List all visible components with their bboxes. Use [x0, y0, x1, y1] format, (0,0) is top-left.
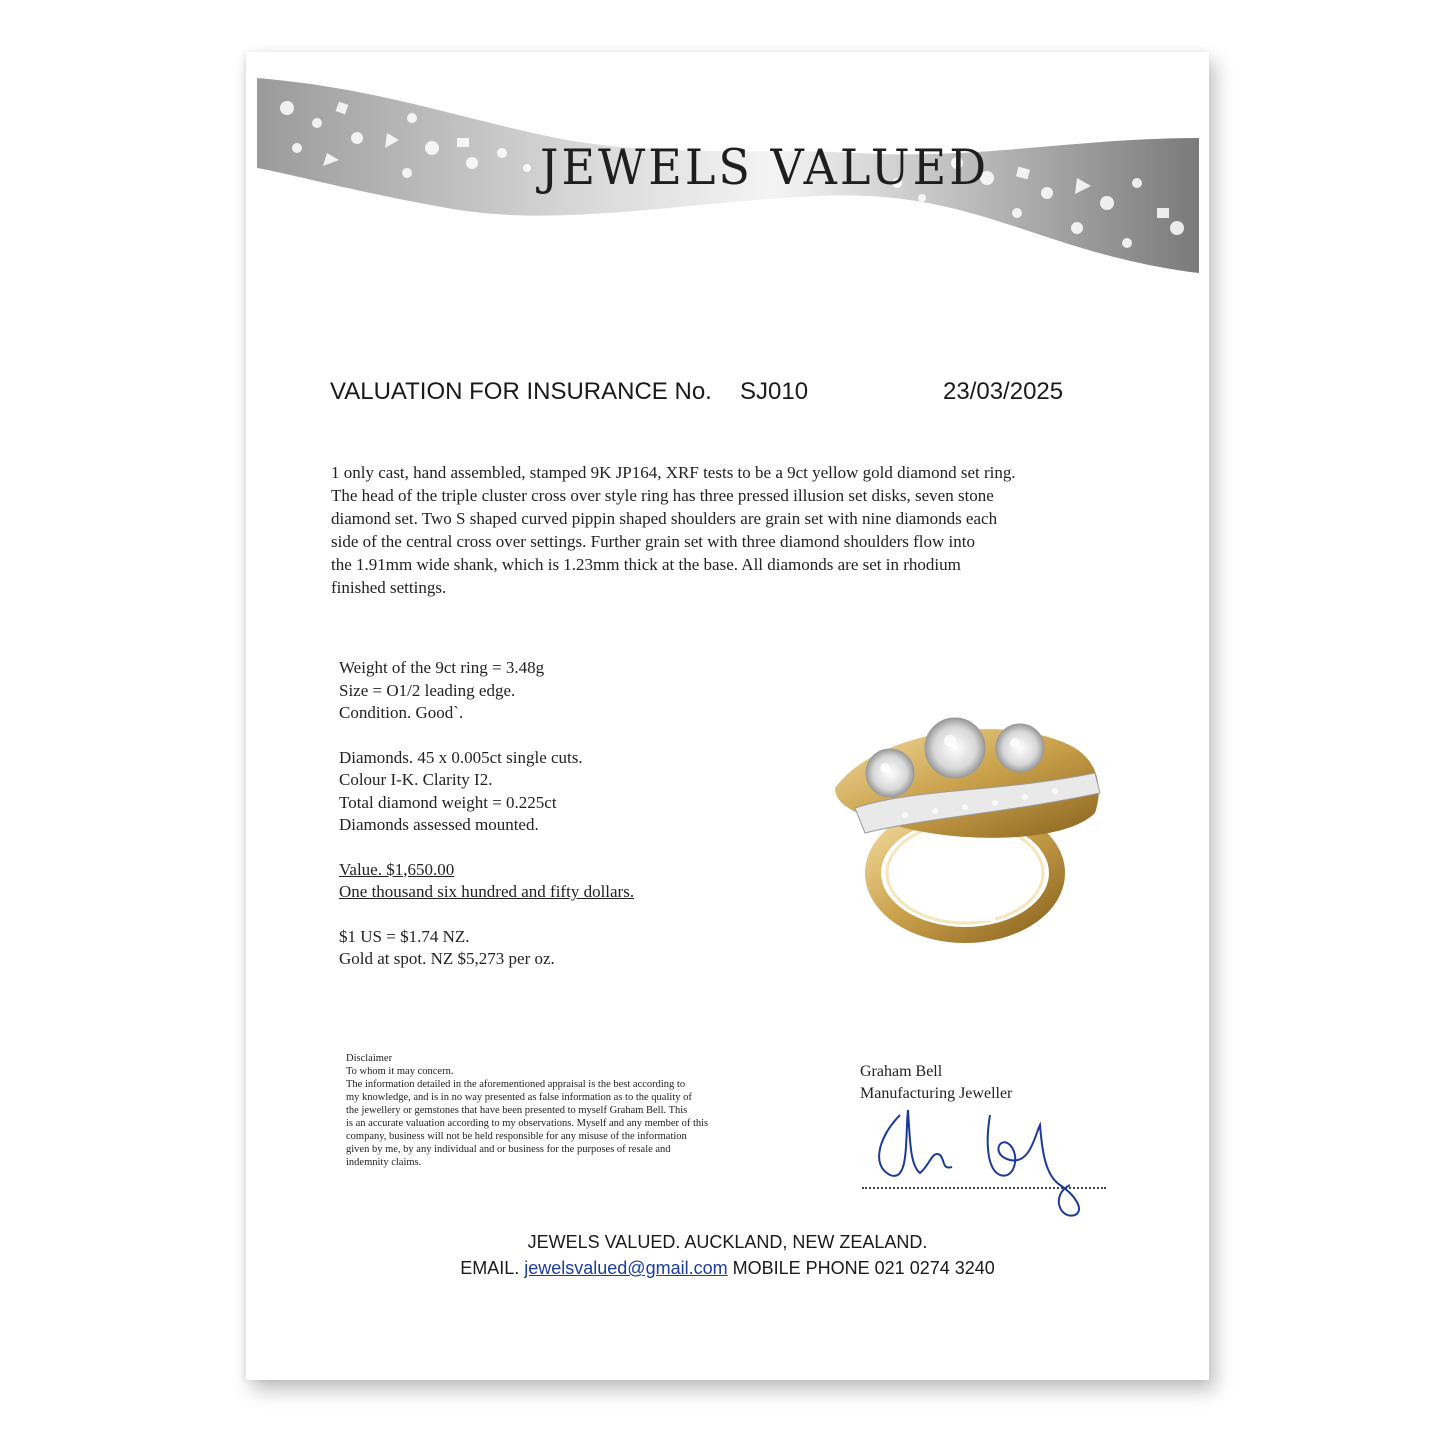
description-line: the 1.91mm wide shank, which is 1.23mm thick at the base. All diamonds are set in rhodium: [331, 555, 961, 574]
mobile-phone: MOBILE PHONE 021 0274 3240: [732, 1258, 995, 1278]
description-line: The head of the triple cluster cross over style ring has three pressed illusion set disks, seven stone: [331, 486, 994, 505]
disclaimer-line: Disclaimer: [346, 1053, 393, 1064]
disclaimer-line: To whom it may concern.: [346, 1066, 454, 1077]
valuation-number: SJ010: [740, 378, 809, 405]
description-line: finished settings.: [331, 578, 447, 597]
signatory-name: Graham Bell: [860, 1063, 943, 1080]
disclaimer-line: is an accurate valuation according to my observations. Myself and any member of this: [346, 1118, 709, 1129]
ring-photo: [815, 693, 1120, 958]
description-line: side of the central cross over settings. Further grain set with three diamond shoulders flow into: [331, 532, 975, 551]
email-label: EMAIL.: [460, 1258, 520, 1278]
item-description: [331, 461, 1161, 599]
disclaimer-line: my knowledge, and is in no way presented as false information as to the quality of: [346, 1092, 692, 1103]
disclaimer: [346, 1052, 708, 1169]
ring-condition: Condition. Good`.: [339, 703, 464, 722]
valuation-title: VALUATION FOR INSURANCE No.: [330, 378, 712, 405]
brand-logo-text: JEWELS VALUED: [540, 138, 990, 196]
disclaimer-line: given by me, by any individual and or business for the purposes of resale and: [346, 1144, 671, 1155]
valuation-value-words: One thousand six hundred and fifty dollars.: [339, 882, 635, 901]
diamond-colour-clarity: Colour I-K. Clarity I2.: [339, 770, 493, 789]
ring-size: Size = O1/2 leading edge.: [339, 680, 516, 700]
gold-spot-price: Gold at spot. NZ $5,273 per oz.: [339, 949, 555, 968]
footer-contact: [246, 1258, 1209, 1279]
footer-address: JEWELS VALUED. AUCKLAND, NEW ZEALAND.: [527, 1232, 928, 1252]
signatory-title: Manufacturing Jeweller: [860, 1084, 1013, 1102]
handwritten-signature: [860, 1095, 1110, 1220]
disclaimer-line: indemnity claims.: [346, 1157, 422, 1168]
item-details: [339, 657, 634, 971]
diamond-count: Diamonds. 45 x 0.005ct single cuts.: [339, 747, 583, 767]
valuation-date: 23/03/2025: [943, 378, 1064, 405]
total-diamond-weight: Total diamond weight = 0.225ct: [339, 792, 557, 812]
email-link[interactable]: jewelsvalued@gmail.com: [524, 1258, 728, 1278]
ring-weight: Weight of the 9ct ring = 3.48g: [339, 658, 545, 677]
diamonds-assessed: Diamonds assessed mounted.: [339, 815, 539, 834]
description-line: 1 only cast, hand assembled, stamped 9K JP164, XRF tests to be a 9ct yellow gold diamond set ring.: [331, 463, 1016, 482]
disclaimer-line: company, business will not be held responsible for any misuse of the information: [346, 1131, 687, 1142]
description-line: diamond set. Two S shaped curved pippin shaped shoulders are grain set with nine diamonds each: [331, 509, 998, 528]
valuation-value: Value. $1,650.00: [339, 859, 455, 879]
exchange-rate: $1 US = $1.74 NZ.: [339, 926, 470, 946]
disclaimer-line: The information detailed in the aforementioned appraisal is the best according to: [346, 1079, 686, 1090]
disclaimer-line: the jewellery or gemstones that have been presented to myself Graham Bell. This: [346, 1105, 688, 1116]
